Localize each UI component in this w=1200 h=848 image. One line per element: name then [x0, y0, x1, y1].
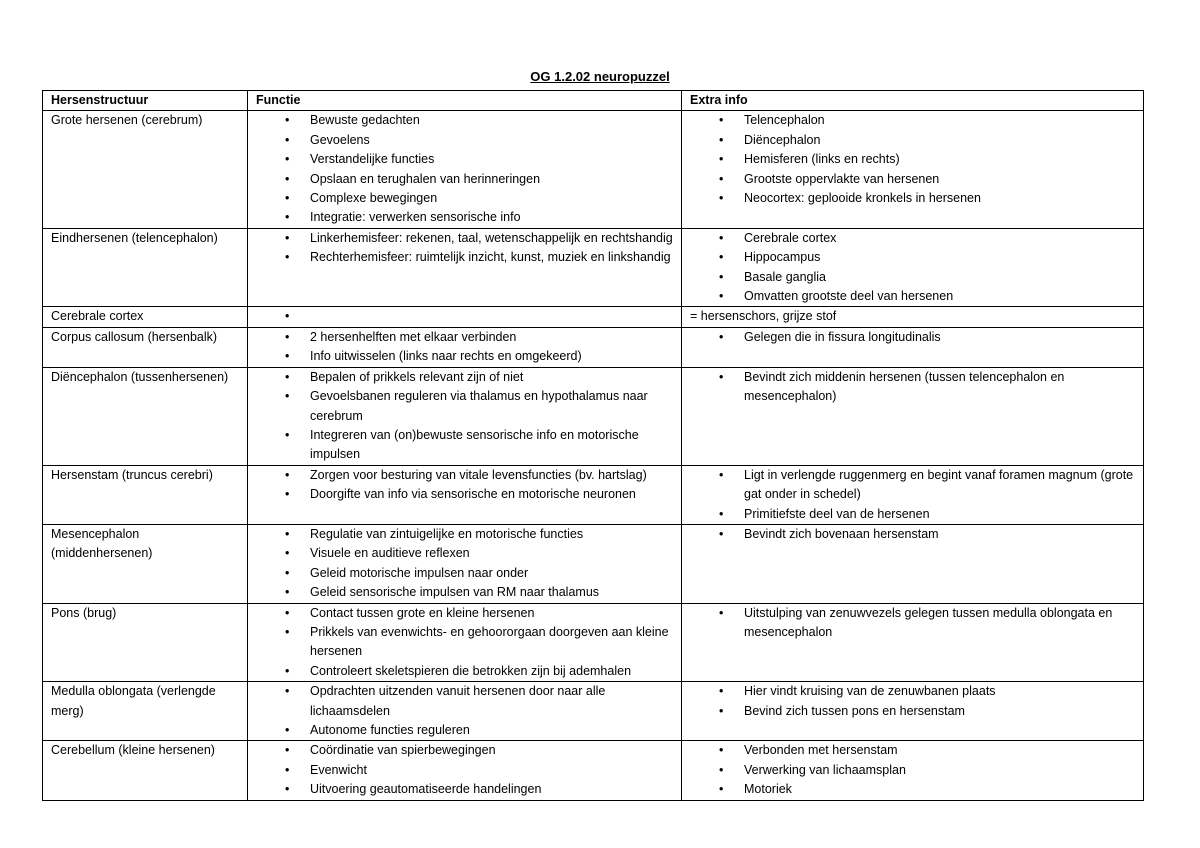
header-row [43, 91, 1144, 111]
functie-text: Integratie: verwerken sensorische info [310, 210, 521, 225]
list-item [256, 150, 675, 169]
functie-cell [248, 111, 682, 228]
structure-cell: Diëncephalon (tussenhersenen) [43, 367, 248, 465]
bullet-icon: • [285, 487, 290, 502]
table-body [43, 111, 1144, 800]
functie-cell [248, 603, 682, 682]
functie-cell [248, 524, 682, 603]
list-item [256, 426, 675, 465]
bullet-icon: • [285, 624, 290, 639]
list-item [256, 387, 675, 426]
list-item [690, 170, 1137, 189]
list-item [256, 485, 675, 504]
bullet-icon: • [719, 171, 724, 186]
list-item [690, 268, 1137, 287]
extra-text: Bevindt zich bovenaan hersenstam [744, 526, 939, 541]
header-extra-info: Extra info [682, 91, 1144, 111]
bullet-icon: • [285, 762, 290, 777]
bullet-icon: • [719, 526, 724, 541]
bullet-icon: • [285, 309, 290, 324]
list-item [256, 466, 675, 485]
structure-cell: Cerebrale cortex [43, 307, 248, 327]
extra-list [690, 328, 1137, 347]
extra-text: Neocortex: geplooide kronkels in hersenen [744, 191, 981, 206]
bullet-icon: • [285, 191, 290, 206]
list-item [690, 248, 1137, 267]
list-item [256, 189, 675, 208]
list-item [256, 525, 675, 544]
structure-cell: Mesencephalon (middenhersenen) [43, 524, 248, 603]
extra-list [690, 604, 1137, 643]
extra-list [690, 368, 1137, 407]
functie-cell [248, 465, 682, 524]
list-item [690, 189, 1137, 208]
bullet-icon: • [285, 369, 290, 384]
functie-cell [248, 307, 682, 327]
functie-list [256, 741, 675, 799]
functie-text: Geleid sensorische impulsen van RM naar thalamus [310, 585, 600, 600]
list-item [256, 111, 675, 130]
functie-text: Opslaan en terughalen van herinneringen [310, 171, 541, 186]
structure-cell: Hersenstam (truncus cerebri) [43, 465, 248, 524]
list-item [690, 150, 1137, 169]
extra-list [690, 111, 1137, 208]
bullet-icon: • [285, 605, 290, 620]
extra-info-cell [682, 228, 1144, 307]
functie-cell [248, 741, 682, 800]
list-item [690, 111, 1137, 130]
functie-text: Complexe bewegingen [310, 191, 438, 206]
list-item [256, 741, 675, 760]
list-item [256, 761, 675, 780]
functie-text: Gevoelens [310, 132, 370, 147]
extra-info-cell [682, 524, 1144, 603]
functie-cell [248, 327, 682, 367]
bullet-icon: • [285, 565, 290, 580]
extra-text: Omvatten grootste deel van hersenen [744, 289, 954, 304]
extra-text: Motoriek [744, 782, 792, 797]
bullet-icon: • [719, 369, 724, 384]
functie-text: Rechterhemisfeer: ruimtelijk inzicht, kunst, muziek en linkshandig [310, 250, 671, 265]
bullet-icon: • [285, 152, 290, 167]
bullet-icon: • [285, 684, 290, 699]
bullet-icon: • [719, 703, 724, 718]
functie-text: Info uitwisselen (links naar rechts en omgekeerd) [310, 349, 582, 364]
bullet-icon: • [719, 289, 724, 304]
bullet-icon: • [285, 427, 290, 442]
list-item [690, 287, 1137, 306]
structure-cell: Pons (brug) [43, 603, 248, 682]
extra-list [690, 525, 1137, 544]
extra-list [690, 466, 1137, 524]
bullet-icon: • [285, 663, 290, 678]
extra-text: Basale ganglia [744, 269, 827, 284]
list-item [256, 623, 675, 662]
functie-cell [248, 367, 682, 465]
list-item [256, 662, 675, 681]
header-structure: Hersenstructuur [43, 91, 248, 111]
bullet-icon: • [719, 605, 724, 620]
bullet-icon: • [285, 349, 290, 364]
functie-text: Evenwicht [310, 762, 367, 777]
bullet-icon: • [719, 152, 724, 167]
functie-cell [248, 228, 682, 307]
functie-text: Opdrachten uitzenden vanuit hersenen door naar alle lichaamsdelen [310, 684, 606, 718]
extra-info-cell [682, 603, 1144, 682]
list-item [256, 682, 675, 721]
functie-list [256, 328, 675, 367]
extra-list [690, 741, 1137, 799]
bullet-icon: • [719, 269, 724, 284]
extra-info-cell [682, 465, 1144, 524]
extra-text: Telencephalon [744, 113, 825, 128]
bullet-icon: • [719, 762, 724, 777]
functie-text: Integreren van (on)bewuste sensorische info en motorische impulsen [310, 427, 639, 462]
list-item [690, 466, 1137, 505]
extra-list [690, 229, 1137, 307]
functie-text: Verstandelijke functies [310, 152, 435, 167]
bullet-icon: • [285, 743, 290, 758]
extra-text: Bevindt zich middenin hersenen (tussen telencephalon en mesencephalon) [744, 369, 1065, 404]
extra-info-cell [682, 327, 1144, 367]
extra-list [690, 682, 1137, 721]
list-item [690, 761, 1137, 780]
extra-info-cell [682, 682, 1144, 741]
list-item [690, 741, 1137, 760]
structure-cell: Cerebellum (kleine hersenen) [43, 741, 248, 800]
table-row [43, 465, 1144, 524]
structure-cell: Eindhersenen (telencephalon) [43, 228, 248, 307]
functie-text: Bepalen of prikkels relevant zijn of niet [310, 369, 524, 384]
functie-text: Coördinatie van spierbewegingen [310, 743, 496, 758]
functie-text: Autonome functies reguleren [310, 723, 470, 737]
functie-list [256, 229, 675, 268]
extra-text: Primitiefste deel van de hersenen [744, 506, 930, 521]
extra-text: Ligt in verlengde ruggenmerg en begint vanaf foramen magnum (grote gat onder in schedel) [744, 467, 1134, 502]
list-item [256, 347, 675, 366]
list-item [256, 208, 675, 227]
list-item [690, 505, 1137, 524]
extra-text: Gelegen die in fissura longitudinalis [744, 329, 941, 344]
bullet-icon: • [285, 546, 290, 561]
extra-info-cell [682, 307, 1144, 327]
list-item [690, 702, 1137, 721]
extra-info-cell [682, 111, 1144, 228]
bullet-icon: • [285, 210, 290, 225]
bullet-icon: • [719, 329, 724, 344]
list-item [690, 368, 1137, 407]
bullet-icon: • [719, 782, 724, 797]
bullet-icon: • [285, 329, 290, 344]
list-item [690, 780, 1137, 799]
bullet-icon: • [285, 113, 290, 128]
functie-text: Geleid motorische impulsen naar onder [310, 565, 529, 580]
list-item [256, 604, 675, 623]
bullet-icon: • [285, 230, 290, 245]
bullet-icon: • [719, 191, 724, 206]
table-row [43, 603, 1144, 682]
functie-text: Visuele en auditieve reflexen [310, 546, 470, 561]
extra-text: Uitstulping van zenuwvezels gelegen tussen medulla oblongata en mesencephalon [744, 605, 1113, 639]
functie-text: Linkerhemisfeer: rekenen, taal, wetenschappelijk en rechtshandig [310, 230, 673, 245]
list-item [690, 229, 1137, 248]
functie-list [256, 604, 675, 682]
bullet-icon: • [285, 723, 290, 737]
structure-cell: Grote hersenen (cerebrum) [43, 111, 248, 228]
list-item [256, 170, 675, 189]
table-row [43, 307, 1144, 327]
functie-list [256, 368, 675, 465]
functie-cell [248, 682, 682, 741]
table-row [43, 367, 1144, 465]
list-item [256, 544, 675, 563]
bullet-icon: • [719, 743, 724, 758]
functie-text: Prikkels van evenwichts- en gehoororgaan doorgeven aan kleine hersenen [310, 624, 669, 659]
bullet-icon: • [285, 585, 290, 600]
functie-list [256, 111, 675, 227]
list-item [256, 248, 675, 267]
extra-text: Diëncephalon [744, 132, 821, 147]
list-item [256, 368, 675, 387]
list-item [690, 131, 1137, 150]
functie-text: Contact tussen grote en kleine hersenen [310, 605, 535, 620]
functie-list [256, 525, 675, 603]
bullet-icon: • [285, 782, 290, 797]
table-row [43, 228, 1144, 307]
bullet-icon: • [719, 113, 724, 128]
list-item [256, 229, 675, 248]
list-item [690, 682, 1137, 701]
table-row [43, 111, 1144, 228]
functie-text: Uitvoering geautomatiseerde handelingen [310, 782, 542, 797]
bullet-icon: • [285, 171, 290, 186]
list-item [256, 131, 675, 150]
extra-text: Verwerking van lichaamsplan [744, 762, 906, 777]
bullet-icon: • [719, 230, 724, 245]
list-item [690, 525, 1137, 544]
extra-text: Grootste oppervlakte van hersenen [744, 171, 940, 186]
bullet-icon: • [285, 250, 290, 265]
functie-list [256, 682, 675, 740]
bullet-icon: • [285, 467, 290, 482]
header-functie: Functie [248, 91, 682, 111]
table-row [43, 682, 1144, 741]
extra-plain-text: = hersenschors, grijze stof [690, 309, 837, 324]
table-row [43, 327, 1144, 367]
bullet-icon: • [719, 250, 724, 265]
bullet-icon: • [719, 132, 724, 147]
neuro-table [42, 90, 1144, 801]
extra-text: Bevind zich tussen pons en hersenstam [744, 703, 965, 718]
functie-text: Doorgifte van info via sensorische en motorische neuronen [310, 487, 636, 502]
document-title: OG 1.2.02 neuropuzzel [530, 69, 670, 84]
extra-text: Cerebrale cortex [744, 230, 837, 245]
extra-text: Hippocampus [744, 250, 821, 265]
extra-text: Hier vindt kruising van de zenuwbanen plaats [744, 684, 996, 699]
functie-text: Gevoelsbanen reguleren via thalamus en hypothalamus naar cerebrum [310, 389, 648, 423]
table-row [43, 741, 1144, 800]
list-item [256, 328, 675, 347]
extra-info-cell [682, 367, 1144, 465]
functie-text: 2 hersenhelften met elkaar verbinden [310, 329, 517, 344]
list-item [256, 583, 675, 602]
list-item [256, 780, 675, 799]
functie-list [256, 466, 675, 505]
functie-text: Zorgen voor besturing van vitale levensfuncties (bv. hartslag) [310, 467, 647, 482]
bullet-icon: • [285, 132, 290, 147]
table-row [43, 524, 1144, 603]
list-item [256, 721, 675, 740]
bullet-icon: • [285, 526, 290, 541]
extra-text: Hemisferen (links en rechts) [744, 152, 900, 167]
functie-text: Regulatie van zintuigelijke en motorische functies [310, 526, 584, 541]
bullet-icon: • [719, 467, 724, 482]
structure-cell: Medulla oblongata (verlengde merg) [43, 682, 248, 741]
list-item [256, 564, 675, 583]
bullet-icon: • [719, 506, 724, 521]
bullet-icon: • [719, 684, 724, 699]
bullet-icon: • [285, 389, 290, 404]
list-item [690, 604, 1137, 643]
extra-text: Verbonden met hersenstam [744, 743, 898, 758]
functie-text: Bewuste gedachten [310, 113, 420, 128]
list-item [690, 328, 1137, 347]
functie-text: Controleert skeletspieren die betrokken zijn bij ademhalen [310, 663, 632, 678]
structure-cell: Corpus callosum (hersenbalk) [43, 327, 248, 367]
extra-info-cell [682, 741, 1144, 800]
